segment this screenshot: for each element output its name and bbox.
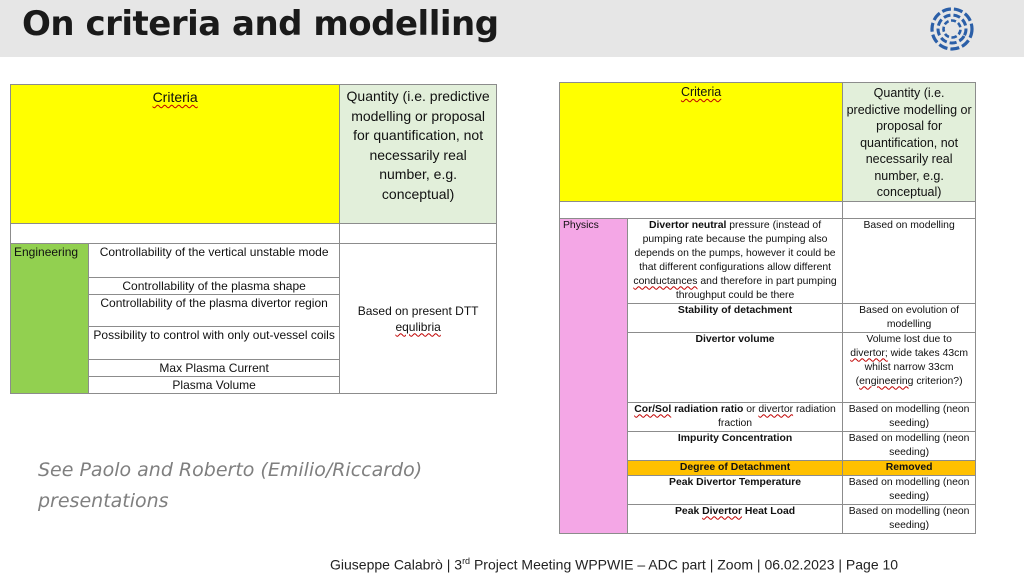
slide-header bbox=[0, 0, 1024, 57]
criterion-cell: Impurity Concentration bbox=[627, 431, 842, 460]
engineering-criteria-table bbox=[10, 84, 497, 394]
criterion-cell: Divertor volume bbox=[627, 332, 842, 402]
spacer-row bbox=[560, 201, 843, 218]
quantity-cell: Based on modelling (neon seeding) bbox=[843, 431, 976, 460]
criterion-cell: Controllability of the plasma divertor region bbox=[88, 295, 339, 327]
quantity-cell: Based on modelling (neon seeding) bbox=[843, 504, 976, 533]
quantity-cell-removed: Removed bbox=[843, 460, 976, 475]
page-title: On criteria and modelling bbox=[22, 4, 499, 44]
quantity-cell: Based on modelling (neon seeding) bbox=[843, 475, 976, 504]
quantity-header: Quantity (i.e. predictive modelling or proposal for quantification, not necessarily real number, e.g. conceptual) bbox=[340, 85, 497, 224]
quantity-cell: Based on present DTT equlibria bbox=[340, 244, 497, 394]
criterion-cell: Max Plasma Current bbox=[88, 360, 339, 377]
criterion-cell: Controllability of the vertical unstable mode bbox=[88, 244, 339, 278]
criterion-cell: Peak Divertor Heat Load bbox=[627, 504, 842, 533]
criterion-cell: Possibility to control with only out-vessel coils bbox=[88, 327, 339, 360]
slide-footer: Giuseppe Calabrò | 3rd Project Meeting WPPWIE – ADC part | Zoom | 06.02.2023 | Page 10 bbox=[330, 556, 899, 573]
presentation-note: See Paolo and Roberto (Emilio/Riccardo) presentations bbox=[38, 459, 423, 512]
quantity-cell: Based on modelling bbox=[843, 218, 976, 303]
criterion-cell-highlighted: Degree of Detachment bbox=[627, 460, 842, 475]
criterion-cell: Stability of detachment bbox=[627, 303, 842, 332]
spacer-cell bbox=[843, 201, 976, 218]
quantity-header: Quantity (i.e. predictive modelling or proposal for quantification, not necessarily real number, e.g. conceptual) bbox=[843, 83, 976, 202]
engineering-category-cell: Engineering bbox=[11, 244, 89, 394]
quantity-cell: Volume lost due to divertor; wide takes 43cm whilst narrow 33cm (engineering criterion?) bbox=[843, 332, 976, 402]
criterion-cell: Cor/Sol radiation ratio or divertor radiation fraction bbox=[627, 402, 842, 431]
physics-criteria-table bbox=[559, 82, 976, 534]
eurofusion-logo-icon bbox=[929, 6, 975, 52]
criteria-header: Criteria bbox=[560, 83, 843, 202]
criterion-cell: Plasma Volume bbox=[88, 377, 339, 394]
criterion-cell: Controllability of the plasma shape bbox=[88, 278, 339, 295]
spacer-cell bbox=[340, 224, 497, 244]
quantity-cell: Based on evolution of modelling bbox=[843, 303, 976, 332]
quantity-cell: Based on modelling (neon seeding) bbox=[843, 402, 976, 431]
criterion-cell: Divertor neutral pressure (instead of pumping rate because the pumping also depends on the pumps, however it could be that different configurations allow different conductances and therefore in part pumping throughput could be there bbox=[627, 218, 842, 303]
physics-category-cell: Physics bbox=[560, 218, 628, 533]
criteria-header: Criteria bbox=[11, 85, 340, 224]
spacer-row bbox=[11, 224, 340, 244]
criterion-cell: Peak Divertor Temperature bbox=[627, 475, 842, 504]
